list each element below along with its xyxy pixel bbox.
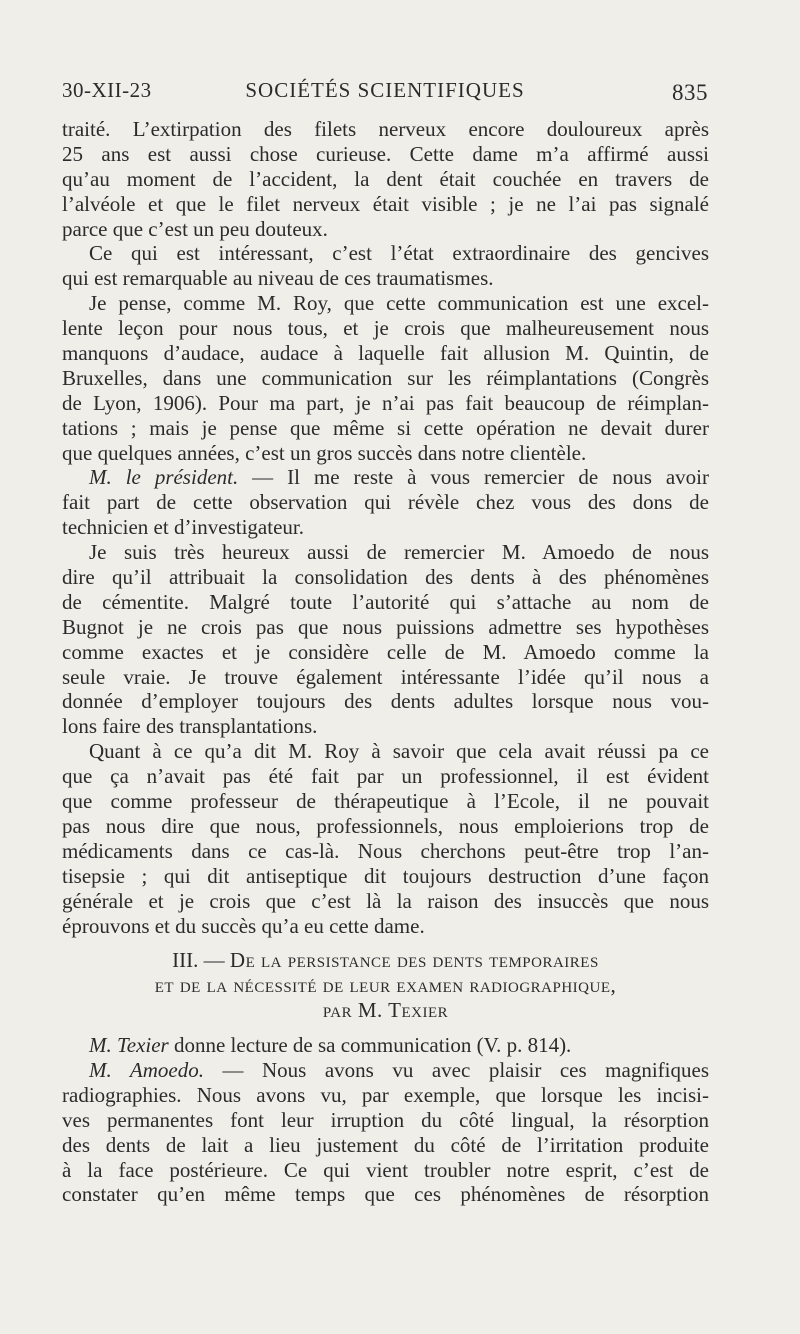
text-line	[62, 540, 709, 565]
text-line-content: constater qu’en même temps que ces phénomènes de résorption	[62, 1182, 709, 1207]
text-line	[62, 465, 709, 490]
text-line-content: donnée d’employer toujours des dents adultes lorsque nous vou-	[62, 689, 709, 714]
text-line-content: de cémentite. Malgré toute l’autorité qui s’attache au nom de	[62, 589, 709, 614]
text-line	[62, 1108, 709, 1133]
text-line-content: éprouvons et du succès qu’a eu cette dame.	[62, 913, 425, 938]
text-line-content: générale et je crois que c’est là la raison des insuccès que nous	[62, 888, 709, 913]
text-line	[62, 789, 709, 814]
text-line	[62, 1083, 709, 1108]
text-line-content: Bugnot je ne crois pas que nous puissions admettre ses hypothèses	[62, 614, 709, 639]
text-line-content: que comme professeur de thérapeutique à l’Ecole, il ne pouvait	[62, 789, 709, 814]
text-line-content: parce que c’est un peu douteux.	[62, 216, 328, 241]
text-line	[62, 739, 709, 764]
header-title: SOCIÉTÉS SCIENTIFIQUES	[245, 78, 525, 102]
text-block-continued	[62, 1033, 709, 1207]
speaker-name: M. Amoedo.	[89, 1057, 204, 1082]
text-line	[62, 441, 709, 466]
text-line-content: que quelques années, c’est un gros succès dans notre clientèle.	[62, 440, 587, 465]
text-line-content: lons faire des transplantations.	[62, 714, 318, 739]
text-line	[62, 291, 709, 316]
text-line-content: comme exactes et je considère celle de M. Amoedo comme la	[62, 639, 709, 664]
text-line-content: Je suis très heureux aussi de remercier M. Amoedo de nous	[89, 540, 709, 565]
speaker-name: M. le président.	[89, 465, 239, 490]
text-line-content: de Lyon, 1906). Pour ma part, je n’ai pas fait beaucoup de réimplan-	[62, 390, 709, 415]
text-line-content: qui est remarquable au niveau de ces traumatismes.	[62, 266, 494, 291]
text-line-content: traité. L’extirpation des filets nerveux encore douloureux après	[62, 117, 709, 141]
body-text	[62, 117, 709, 1207]
text-line-content: manquons d’audace, audace à laquelle fait allusion M. Quintin, de	[62, 341, 709, 366]
text-line-content: ves permanentes font leur irruption du côté lingual, la résorption	[62, 1107, 709, 1132]
text-line-content: tisepsie ; qui dit antiseptique dit toujours destruction d’une façon	[62, 863, 709, 888]
header-date: 30-XII-23	[62, 78, 152, 102]
running-header	[62, 78, 708, 108]
section-heading-line-3: par M. Texier	[322, 998, 449, 1023]
speaker-name: M. Texier	[89, 1033, 169, 1058]
section-heading-line-1: III. — De la persistance des dents temporaires	[172, 948, 599, 973]
text-line-content: Je pense, comme M. Roy, que cette communication est une excel-	[89, 291, 709, 316]
text-line	[62, 665, 709, 690]
text-line	[62, 1182, 709, 1207]
text-line	[62, 490, 709, 515]
text-line	[62, 889, 709, 914]
text-line	[62, 640, 709, 665]
text-line-content: pas nous dire que nous, professionnels, nous emploierions trop de	[62, 813, 709, 838]
text-line-content: à la face postérieure. Ce qui vient troubler notre esprit, c’est de	[62, 1157, 709, 1182]
text-line-content: — Il me reste à vous remercier de nous avoir	[238, 465, 709, 490]
text-line	[62, 565, 709, 590]
text-line-content: médicaments dans ce cas-là. Nous cherchons peut-être trop l’an-	[62, 838, 709, 863]
section-heading-line-2: et de la nécessité de leur examen radiographique,	[154, 973, 617, 998]
text-line-content: seule vraie. Je trouve également intéressante l’idée qu’il nous a	[62, 664, 709, 689]
text-line	[62, 366, 709, 391]
text-line	[62, 416, 709, 441]
text-line-content: qu’au moment de l’accident, la dent était couchée en travers de	[62, 166, 709, 191]
text-line	[62, 391, 709, 416]
text-line	[62, 217, 709, 242]
text-line	[62, 1158, 709, 1183]
text-line	[62, 839, 709, 864]
text-line	[62, 1058, 709, 1083]
text-line-content: 25 ans est aussi chose curieuse. Cette dame m’a affirmé aussi	[62, 141, 709, 166]
text-line	[62, 914, 709, 939]
text-line	[62, 590, 709, 615]
text-line-content: Bruxelles, dans une communication sur les réimplantations (Congrès	[62, 365, 709, 390]
text-line-content: l’alvéole et que le filet nerveux était visible ; je ne l’ai pas signalé	[62, 191, 709, 216]
text-line	[62, 316, 709, 341]
text-line-content: Ce qui est intéressant, c’est l’état extraordinaire des gencives	[89, 241, 709, 266]
text-line	[62, 615, 709, 640]
text-line-content: fait part de cette observation qui révèle chez vous des dons de	[62, 490, 709, 515]
text-line	[62, 1133, 709, 1158]
text-line	[62, 142, 709, 167]
text-line	[62, 266, 709, 291]
text-line-content: donne lecture de sa communication (V. p. 814).	[168, 1033, 572, 1058]
text-line	[62, 117, 709, 142]
text-line-content: Quant à ce qu’a dit M. Roy à savoir que cela avait réussi pa ce	[89, 739, 709, 764]
text-line-content: des dents de lait a lieu justement du côté de l’irritation produite	[62, 1132, 709, 1157]
text-line-content: dire qu’il attribuait la consolidation des dents à des phénomènes	[62, 565, 709, 590]
text-line	[62, 167, 709, 192]
text-line-content: technicien et d’investigateur.	[62, 515, 304, 540]
text-line	[62, 192, 709, 217]
text-line-content: radiographies. Nous avons vu, par exemple, que lorsque les incisi-	[62, 1082, 709, 1107]
text-line	[62, 1033, 709, 1058]
text-line-content: que ça n’avait pas été fait par un professionnel, il est évident	[62, 764, 709, 789]
text-line	[62, 689, 709, 714]
text-line	[62, 341, 709, 366]
text-line	[62, 714, 709, 739]
text-line-content: lente leçon pour nous tous, et je crois que malheureusement nous	[62, 316, 709, 341]
text-line-content: tations ; mais je pense que même si cette opération ne devait durer	[62, 415, 709, 440]
text-line	[62, 764, 709, 789]
text-line	[62, 814, 709, 839]
section-heading	[62, 948, 709, 1023]
page-number: 835	[672, 80, 708, 105]
text-line	[62, 864, 709, 889]
text-block-main	[62, 117, 709, 938]
text-line-content: — Nous avons vu avec plaisir ces magnifiques	[203, 1057, 709, 1082]
text-line	[62, 241, 709, 266]
text-line	[62, 515, 709, 540]
